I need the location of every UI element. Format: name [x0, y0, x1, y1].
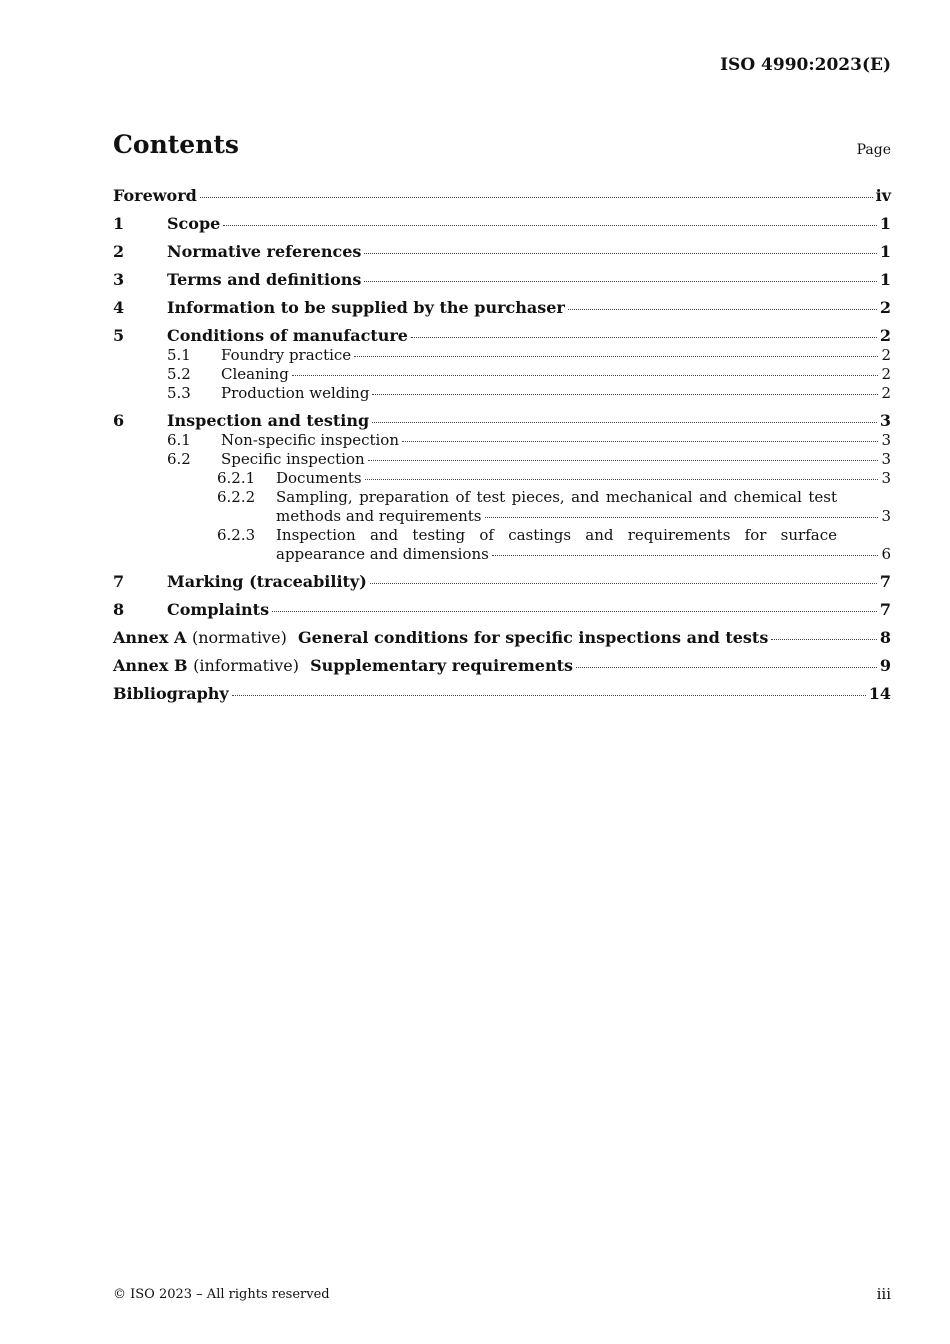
dot-leader — [232, 695, 866, 696]
toc-entry-number: 5.1 — [167, 346, 191, 364]
dot-leader — [364, 253, 876, 254]
toc-entry-title: Inspection and testing — [167, 411, 370, 430]
toc-entry-page: 14 — [868, 684, 891, 703]
dot-leader — [272, 611, 877, 612]
dot-leader — [372, 394, 878, 395]
toc-entry-title-line2: appearance and dimensions — [276, 545, 489, 563]
toc-entry-number: 6.2 — [167, 450, 191, 468]
toc-entry-number: 4 — [113, 298, 125, 317]
toc-entry-number: 2 — [113, 242, 125, 261]
dot-leader — [485, 517, 879, 518]
dot-leader — [368, 460, 879, 461]
toc-entry-inspection-testing[interactable] — [113, 411, 891, 431]
document-id: ISO 4990:2023(E) — [720, 55, 891, 75]
toc-entry-title — [113, 656, 573, 676]
dot-leader — [370, 583, 877, 584]
footer-page-number: iii — [876, 1285, 891, 1303]
toc-entry-title: Non-specific inspection — [221, 431, 399, 449]
toc-entry-number: 6.2.3 — [217, 526, 256, 544]
toc-entry-number: 5 — [113, 326, 125, 345]
toc-entry-title: Foundry practice — [221, 346, 352, 364]
toc-entry-number: 5.2 — [167, 365, 191, 383]
toc-entry-page: 2 — [879, 326, 891, 345]
dot-leader — [771, 639, 877, 640]
toc-entry-number: 3 — [113, 270, 125, 289]
toc-entry-sampling-methods[interactable] — [113, 488, 891, 526]
annex-kind: (informative) — [193, 656, 299, 675]
toc-entry-page: 3 — [879, 411, 891, 430]
dot-leader — [364, 281, 876, 282]
toc-entry-title: Complaints — [167, 600, 270, 619]
page-column-label: Page — [856, 142, 891, 158]
toc-entry-page: 7 — [879, 572, 891, 591]
toc-entry-title — [113, 628, 768, 648]
toc-entry-number: 1 — [113, 214, 125, 233]
toc-entry-title: Information to be supplied by the purchaser — [167, 298, 565, 317]
toc-entry-normative-references[interactable] — [113, 242, 891, 262]
dot-leader — [576, 667, 877, 668]
toc-entry-foreword[interactable] — [113, 186, 891, 206]
toc-entry-page: 1 — [879, 214, 891, 233]
toc-entry-page: 8 — [879, 628, 891, 647]
dot-leader — [411, 337, 877, 338]
toc-entry-title: Cleaning — [221, 365, 289, 383]
annex-kind: (normative) — [191, 628, 287, 647]
toc-entry-title: Conditions of manufacture — [167, 326, 408, 345]
toc-entry-title: Normative references — [167, 242, 362, 261]
dot-leader — [568, 309, 877, 310]
page-title: Contents — [113, 130, 240, 159]
annex-title: General conditions for specific inspections and tests — [297, 628, 769, 647]
toc-entry-number: 6.2.1 — [217, 469, 256, 487]
toc-entry-scope[interactable] — [113, 214, 891, 234]
toc-entry-number: 6.2.2 — [217, 488, 256, 506]
toc-entry-number: 8 — [113, 600, 125, 619]
toc-entry-number: 7 — [113, 572, 125, 591]
toc-entry-title-line1: Sampling, preparation of test pieces, and mechanical and chemical test — [276, 488, 837, 506]
toc-entry-non-specific-inspection[interactable] — [113, 431, 891, 450]
toc-entry-page: 2 — [881, 365, 891, 383]
toc-entry-title: Foreword — [113, 186, 197, 205]
toc-entry-conditions-manufacture[interactable] — [113, 326, 891, 346]
dot-leader — [354, 356, 878, 357]
footer-copyright: © ISO 2023 – All rights reserved — [113, 1287, 330, 1302]
annex-title: Supplementary requirements — [310, 656, 573, 675]
toc-entry-page: 1 — [879, 270, 891, 289]
toc-entry-page: 3 — [881, 450, 891, 468]
dot-leader — [223, 225, 877, 226]
toc-entry-documents[interactable] — [113, 469, 891, 488]
toc-entry-production-welding[interactable] — [113, 384, 891, 403]
dot-leader — [492, 555, 879, 556]
annex-label: Annex B — [113, 656, 188, 675]
toc-entry-page: 9 — [879, 656, 891, 675]
toc-entry-title: Documents — [276, 469, 362, 487]
dot-leader — [365, 479, 879, 480]
toc-entry-title: Production welding — [221, 384, 370, 402]
toc-entry-number: 6.1 — [167, 431, 191, 449]
toc-entry-number: 5.3 — [167, 384, 191, 402]
toc-entry-page: 3 — [881, 431, 891, 449]
toc-entry-page: 3 — [881, 507, 891, 525]
toc-entry-page: 2 — [881, 384, 891, 402]
toc-entry-title: Specific inspection — [221, 450, 365, 468]
toc-entry-title-line2: methods and requirements — [276, 507, 482, 525]
toc-entry-annex-a[interactable] — [113, 628, 891, 648]
toc-entry-specific-inspection[interactable] — [113, 450, 891, 469]
dot-leader — [292, 375, 879, 376]
toc-entry-page: 2 — [881, 346, 891, 364]
toc-entry-page: iv — [875, 186, 891, 205]
toc-entry-title-line1: Inspection and testing of castings and requirements for surface — [276, 526, 837, 544]
toc-entry-information-purchaser[interactable] — [113, 298, 891, 318]
toc-entry-complaints[interactable] — [113, 600, 891, 620]
toc-entry-page: 3 — [881, 469, 891, 487]
toc-entry-title: Marking (traceability) — [167, 572, 367, 591]
toc-entry-title: Terms and definitions — [167, 270, 362, 289]
toc-entry-inspection-castings[interactable] — [113, 526, 891, 564]
toc-entry-terms-definitions[interactable] — [113, 270, 891, 290]
annex-label: Annex A — [113, 628, 187, 647]
toc-entry-foundry-practice[interactable] — [113, 346, 891, 365]
table-of-contents — [113, 186, 891, 704]
dot-leader — [402, 441, 878, 442]
toc-entry-page: 7 — [879, 600, 891, 619]
toc-entry-title: Bibliography — [113, 684, 229, 703]
toc-entry-title: Scope — [167, 214, 221, 233]
dot-leader — [200, 197, 873, 198]
toc-entry-number: 6 — [113, 411, 125, 430]
toc-entry-bibliography[interactable] — [113, 684, 891, 704]
toc-entry-page: 2 — [879, 298, 891, 317]
toc-entry-page: 1 — [879, 242, 891, 261]
dot-leader — [372, 422, 877, 423]
toc-entry-page: 6 — [881, 545, 891, 563]
toc-entry-annex-b[interactable] — [113, 656, 891, 676]
toc-entry-marking[interactable] — [113, 572, 891, 592]
toc-entry-cleaning[interactable] — [113, 365, 891, 384]
